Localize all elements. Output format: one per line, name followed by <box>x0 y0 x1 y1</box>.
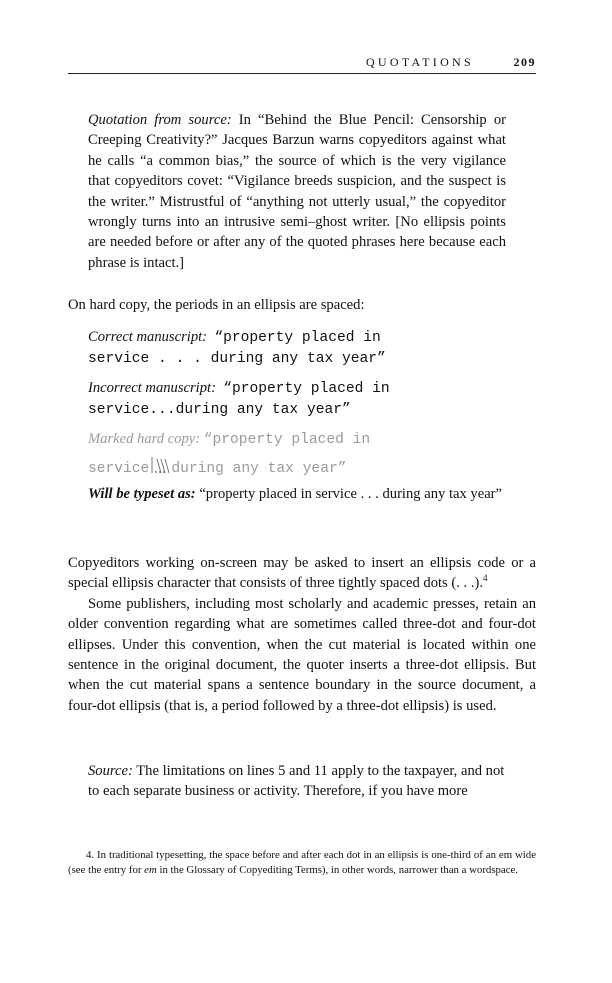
correct-line-1: “property placed in <box>214 330 381 346</box>
hard-copy-paragraph <box>68 295 536 315</box>
typeset-label: Will be typeset as: <box>88 486 196 502</box>
page-number: 209 <box>513 55 536 69</box>
quotation-example-block <box>68 110 536 273</box>
block-source <box>68 761 536 802</box>
incorrect-line-1: “property placed in <box>223 381 390 397</box>
source-example-block <box>68 761 536 802</box>
source-text: The limitations on lines 5 and 11 apply to the taxpayer, and not to each separate business or activity. Therefore, if you have more <box>88 763 505 800</box>
marked-line-2-start: service <box>88 461 150 477</box>
paragraph-hard-copy: On hard copy, the periods in an ellipsis are spaced: <box>68 297 365 313</box>
running-header <box>68 52 536 74</box>
example-typeset <box>68 484 536 504</box>
marked-line-2-end: during any tax year” <box>171 461 347 477</box>
marked-line-1: “property placed in <box>203 432 371 448</box>
marked-label: Marked hard copy: <box>88 431 201 447</box>
paragraph-on-screen: Copyeditors working on-screen may be asked to insert an ellipsis code or a special ellipsis character that consists of three tightly spaced dots (. . .).$^4$ <box>68 555 536 592</box>
correct-line-2: service . . . during any tax year” <box>88 351 386 367</box>
space-marks-icon <box>149 457 171 475</box>
header-rule <box>68 73 536 74</box>
footnote-reference: 4 <box>483 573 488 584</box>
source-label: Source: <box>88 763 133 779</box>
example-incorrect <box>68 378 536 420</box>
running-head: QUOTATIONS <box>365 55 474 69</box>
typeset-text: “property placed in service . . . during any tax year” <box>195 486 503 502</box>
block-label: Quotation from source: <box>88 112 232 128</box>
footnote-term: em <box>144 863 157 876</box>
ellipsis-examples <box>68 327 536 504</box>
correct-label: Correct manuscript: <box>88 329 208 345</box>
body-paragraphs <box>68 553 536 716</box>
paragraph-publishers: Some publishers, including most scholarly and academic presses, retain an older convention regarding what are sometimes called three-dot and four-dot ellipses. Under this convention, when the cut material is located within one sentence in the original document, the quoter inserts a three-dot ellipsis. But when the cut material spans a sentence boundary in the source document, a four-dot ellipsis (that is, a period followed by a three-dot ellipsis) is used. <box>68 595 536 714</box>
example-marked-hard-copy <box>68 429 536 481</box>
footnote-number: 4. <box>86 849 95 861</box>
footnote: 4. In traditional typesetting, the space before and after each dot in an ellipsis is one-third of an em wide (see the entry for em in the Glossary of Copyediting Terms), in other words, narrower than a wordspace. <box>68 849 536 876</box>
example-correct <box>68 327 536 369</box>
block-quotation <box>68 110 536 273</box>
block-text: In “Behind the Blue Pencil: Censorship or Creeping Creativity?” Jacques Barzun warns copyeditors against what he calls “a common bias,” the source of which is the very vigilance that copyeditors covet: “Vigilance breeds suspicion, and the suspect is the writer.” Mistrustful of “anything not utterly usual,” the copyeditor wrongly turns into an intrusive semi–ghost writer. [No ellipsis points are needed before or after any of the quoted phrases here because each phrase is intact.] <box>88 112 506 271</box>
incorrect-label: Incorrect manuscript: <box>88 380 216 396</box>
incorrect-line-2: service...during any tax year” <box>88 402 351 418</box>
